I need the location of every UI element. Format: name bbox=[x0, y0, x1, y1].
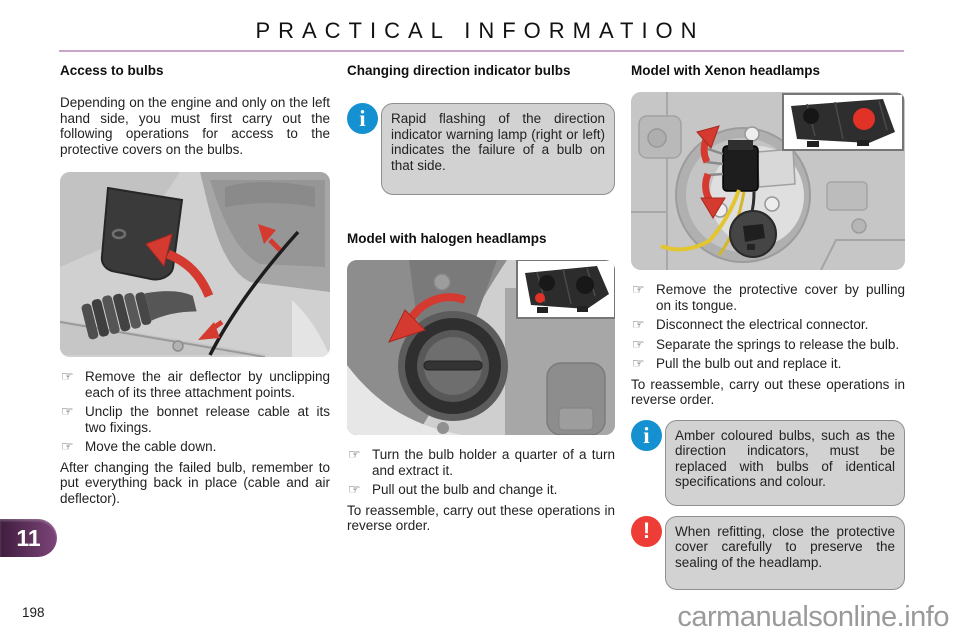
xenon-outro-paragraph: To reassemble, carry out these operations in reverse order. bbox=[631, 376, 905, 407]
note-text: Rapid flashing of the direction indicator warning lamp (right or left) indicates the failure of a bulb on that side. bbox=[391, 111, 605, 173]
list-item bbox=[631, 356, 905, 372]
figure-engine-bay bbox=[60, 172, 330, 357]
list-item bbox=[60, 369, 330, 400]
xenon-headlamp-illustration bbox=[631, 92, 905, 270]
halogen-outro-paragraph: To reassemble, carry out these operations in reverse order. bbox=[347, 502, 615, 533]
page-title: PRACTICAL INFORMATION bbox=[255, 18, 705, 43]
step-text: Unclip the bonnet release cable at its two fixings. bbox=[85, 404, 330, 435]
air-deflector bbox=[102, 188, 182, 279]
xenon-steps bbox=[631, 282, 905, 372]
list-item bbox=[60, 439, 330, 455]
engine-bay-illustration bbox=[60, 172, 330, 357]
chapter-tab bbox=[0, 519, 57, 557]
step-text: Move the cable down. bbox=[85, 439, 217, 454]
note-text: Amber coloured bulbs, such as the direction indicators, must be replaced with bulbs of identical specifications and colour. bbox=[675, 427, 895, 489]
section-heading-xenon: Model with Xenon headlamps bbox=[631, 63, 821, 78]
pointing-hand-icon: ☞ bbox=[348, 481, 361, 497]
pointing-hand-icon: ☞ bbox=[632, 281, 645, 297]
access-steps bbox=[60, 369, 330, 455]
list-item bbox=[60, 404, 330, 435]
step-text: Pull the bulb out and replace it. bbox=[656, 356, 842, 371]
list-item bbox=[631, 337, 905, 353]
access-intro-paragraph: Depending on the engine and only on the left hand side, you must first carry out the following operations for access to the protective covers on the bulbs. bbox=[60, 95, 330, 157]
section-heading-access: Access to bulbs bbox=[60, 63, 164, 78]
note-box bbox=[665, 420, 905, 506]
watermark: carmanualsonline.info bbox=[677, 601, 949, 633]
list-item bbox=[631, 317, 905, 333]
warning-icon: ! bbox=[631, 516, 662, 547]
column-access-to-bulbs bbox=[60, 63, 330, 506]
step-text: Separate the springs to release the bulb. bbox=[656, 336, 900, 352]
page-number: 198 bbox=[22, 605, 45, 620]
note-box bbox=[381, 103, 615, 195]
list-item bbox=[347, 482, 615, 498]
pointing-hand-icon: ☞ bbox=[632, 355, 645, 371]
note-text: When refitting, close the protective cover carefully to preserve the sealing of the headlamp. bbox=[675, 523, 895, 570]
step-text: Pull out the bulb and change it. bbox=[372, 482, 558, 497]
section-heading-indicator: Changing direction indicator bulbs bbox=[347, 63, 571, 78]
note-box bbox=[665, 516, 905, 590]
pointing-hand-icon: ☞ bbox=[348, 446, 361, 462]
column-xenon bbox=[631, 63, 905, 590]
figure-halogen-headlamp bbox=[347, 260, 615, 435]
step-text: Disconnect the electrical connector. bbox=[656, 317, 869, 332]
info-note-indicator bbox=[347, 103, 615, 195]
pointing-hand-icon: ☞ bbox=[632, 316, 645, 332]
halogen-headlamp-illustration bbox=[347, 260, 615, 435]
pointing-hand-icon: ☞ bbox=[61, 438, 74, 454]
column-direction-indicator bbox=[347, 63, 615, 534]
chapter-number: 11 bbox=[16, 524, 41, 551]
section-heading-halogen: Model with halogen headlamps bbox=[347, 231, 547, 246]
pointing-hand-icon: ☞ bbox=[61, 368, 74, 384]
access-outro-paragraph: After changing the failed bulb, remember to put everything back in place (cable and air deflector). bbox=[60, 459, 330, 506]
step-text: Turn the bulb holder a quarter of a turn and extract it. bbox=[372, 447, 615, 478]
pointing-hand-icon: ☞ bbox=[61, 403, 74, 419]
step-text: Remove the protective cover by pulling on its tongue. bbox=[656, 282, 905, 313]
headlamp-inset bbox=[517, 260, 615, 318]
warning-note-refitting bbox=[631, 516, 905, 590]
pointing-hand-icon: ☞ bbox=[632, 335, 645, 352]
header-rule bbox=[59, 50, 904, 52]
list-item bbox=[347, 447, 615, 478]
halogen-steps bbox=[347, 447, 615, 498]
info-icon: i bbox=[631, 420, 662, 451]
info-note-amber-bulbs bbox=[631, 420, 905, 506]
bulb-location-dot bbox=[535, 293, 545, 303]
bulb-location-dot bbox=[853, 108, 875, 130]
headlamp-inset bbox=[783, 94, 903, 150]
figure-xenon-headlamp bbox=[631, 92, 905, 270]
step-text: Remove the air deflector by unclipping each of its three attachment points. bbox=[85, 369, 330, 400]
list-item bbox=[631, 282, 905, 313]
info-icon: i bbox=[347, 103, 378, 134]
